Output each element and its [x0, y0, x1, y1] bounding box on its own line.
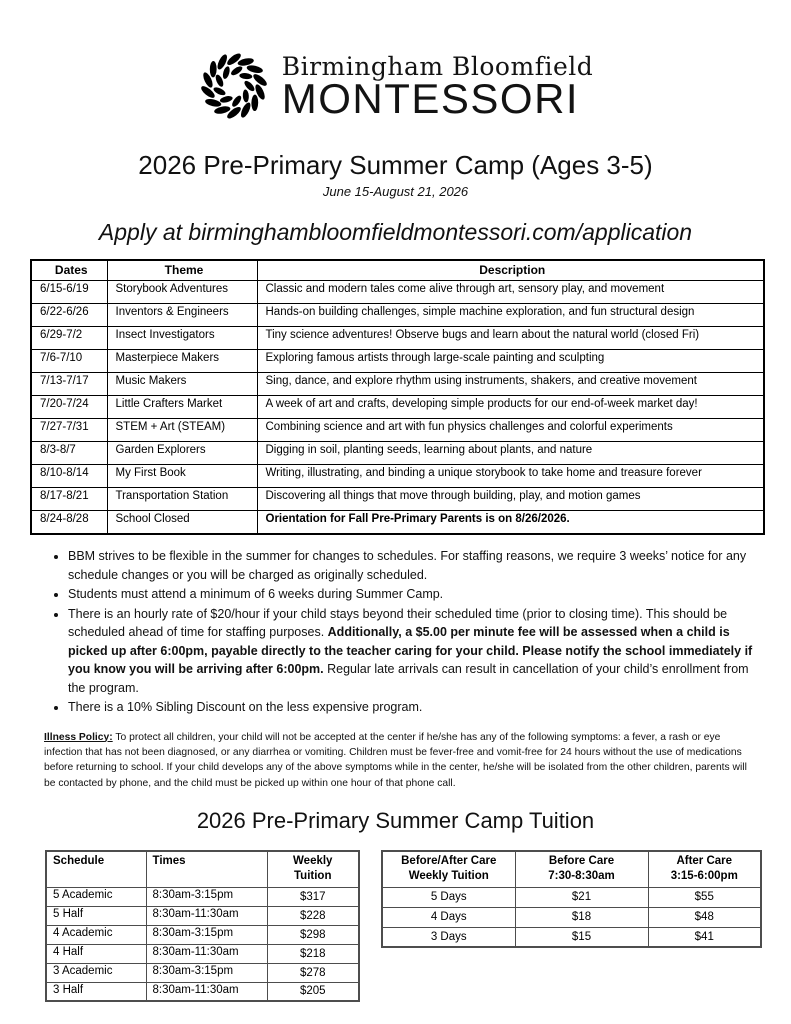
theme-cell: Insect Investigators	[107, 327, 257, 350]
note-text: BBM strives to be flexible in the summer for changes to schedules. For staffing reasons, we require 3 weeks’ notice for any schedule changes or you will be charged as originally scheduled.	[68, 549, 747, 582]
description-cell: Writing, illustrating, and binding a unique storybook to take home and treasure forever	[257, 465, 764, 488]
days-cell: 3 Days	[382, 927, 515, 947]
logo-montessori-wordmark: MONTESSORI	[281, 75, 580, 122]
table-row	[31, 304, 764, 327]
table-row	[31, 327, 764, 350]
schedule-cell: 3 Academic	[46, 963, 146, 982]
times-cell: 8:30am-11:30am	[146, 982, 267, 1001]
tuition-section-title: 2026 Pre-Primary Summer Camp Tuition	[196, 808, 595, 834]
times-cell: 8:30am-3:15pm	[146, 887, 267, 906]
theme-cell: Garden Explorers	[107, 442, 257, 465]
dates-cell: 8/17-8/21	[31, 488, 107, 511]
policy-notes-list	[46, 547, 757, 717]
before-care-cell: $21	[515, 887, 648, 907]
after-care-cell: $48	[648, 907, 761, 927]
header-line: Before/After Care	[401, 855, 497, 868]
header-line: Schedule	[53, 855, 105, 868]
note-text-bold: Additionally, a $5.00 per minute fee will be assessed when a child is picked up after 6:00pm, payable directly to the teacher caring for your child. Please notify the school immediately if you know you will be arriving after 6:00pm.	[68, 625, 753, 676]
note-late-pickup	[68, 605, 757, 698]
theme-cell: My First Book	[107, 465, 257, 488]
column-header-dates: Dates	[31, 260, 107, 281]
tuition-cell: $317	[267, 887, 359, 906]
table-row	[31, 350, 764, 373]
days-cell: 4 Days	[382, 907, 515, 927]
logo	[0, 0, 791, 122]
apply-url-line: Apply at birminghambloomfieldmontessori.com/application	[98, 219, 693, 245]
header-line: Times	[152, 855, 186, 868]
table-row	[31, 488, 764, 511]
description-cell: Digging in soil, planting seeds, learning about plants, and nature	[257, 442, 764, 465]
dates-cell: 8/3-8/7	[31, 442, 107, 465]
description-cell: Discovering all things that move through building, play, and motion games	[257, 488, 764, 511]
column-header-after-care	[648, 851, 761, 887]
header-line: Tuition	[294, 870, 332, 883]
tuition-cell: $298	[267, 925, 359, 944]
times-cell: 8:30am-3:15pm	[146, 925, 267, 944]
table-row	[46, 963, 359, 982]
dates-cell: 8/24-8/28	[31, 511, 107, 535]
column-header-before-care	[515, 851, 648, 887]
schedule-cell: 4 Academic	[46, 925, 146, 944]
tuition-cell: $228	[267, 906, 359, 925]
header-line: Weekly Tuition	[408, 870, 489, 883]
column-header-description: Description	[257, 260, 764, 281]
after-care-cell: $41	[648, 927, 761, 947]
note-text: Regular late arrivals can result in cancellation of your child’s enrollment from the program.	[68, 662, 749, 695]
table-row	[46, 925, 359, 944]
table-row	[31, 419, 764, 442]
description-cell: Classic and modern tales come alive through art, sensory play, and movement	[257, 281, 764, 304]
tuition-cell: $218	[267, 944, 359, 963]
dates-cell: 6/15-6/19	[31, 281, 107, 304]
care-header-row	[382, 851, 761, 887]
theme-cell: Storybook Adventures	[107, 281, 257, 304]
before-after-care-table	[381, 850, 762, 948]
days-cell: 5 Days	[382, 887, 515, 907]
weekly-tuition-table	[45, 850, 360, 1002]
table-row	[31, 373, 764, 396]
illness-policy-label: Illness Policy:	[44, 731, 113, 743]
page-title: 2026 Pre-Primary Summer Camp (Ages 3-5)	[138, 150, 653, 180]
wreath-logo-icon	[198, 50, 270, 122]
header-line: 3:15-6:00pm	[670, 870, 738, 883]
note-minimum-weeks	[68, 585, 757, 604]
camp-schedule-table	[30, 259, 765, 535]
dates-cell: 7/27-7/31	[31, 419, 107, 442]
theme-cell: Transportation Station	[107, 488, 257, 511]
table-row	[46, 887, 359, 906]
after-care-cell: $55	[648, 887, 761, 907]
table-row	[46, 906, 359, 925]
schedule-cell: 5 Academic	[46, 887, 146, 906]
tuition-cell: $278	[267, 963, 359, 982]
column-header-schedule	[46, 851, 146, 887]
note-text: Students must attend a minimum of 6 weeks during Summer Camp.	[68, 587, 444, 601]
header-line: Weekly	[293, 855, 333, 868]
before-care-cell: $18	[515, 907, 648, 927]
theme-cell: Music Makers	[107, 373, 257, 396]
orientation-note-cell: Orientation for Fall Pre-Primary Parents is on 8/26/2026.	[257, 511, 764, 535]
note-schedule-changes	[68, 547, 757, 584]
dates-cell: 6/22-6/26	[31, 304, 107, 327]
theme-cell: STEM + Art (STEAM)	[107, 419, 257, 442]
column-header-weekly-tuition	[267, 851, 359, 887]
table-row	[46, 982, 359, 1001]
illness-policy	[44, 730, 757, 792]
column-header-times	[146, 851, 267, 887]
times-cell: 8:30am-11:30am	[146, 906, 267, 925]
table-row	[31, 281, 764, 304]
note-text: There is a 10% Sibling Discount on the less expensive program.	[68, 700, 423, 714]
logo-text	[282, 52, 594, 120]
table-row	[382, 907, 761, 927]
logo-school-name: Birmingham Bloomfield	[281, 52, 594, 81]
schedule-cell: 3 Half	[46, 982, 146, 1001]
illness-policy-text: To protect all children, your child will not be accepted at the center if he/she has any of the following symptoms: a fever, a rash or eye infection that has not been diagnosed, or any diarrhea or vomiting. Children must be fever-free and vomit-free for 24 hours without the use of medications before returning to school. If your child develops any of the above symptoms while in the center, he/she will be isolated from the other children, parents will be contacted by phone, and the child must be picked up within one hour of that phone call.	[44, 731, 747, 789]
header-line: 7:30-8:30am	[548, 870, 615, 883]
table-row	[382, 927, 761, 947]
theme-cell: Inventors & Engineers	[107, 304, 257, 327]
schedule-header-row	[31, 260, 764, 281]
tuition-cell: $205	[267, 982, 359, 1001]
note-sibling-discount	[68, 698, 757, 717]
dates-cell: 6/29-7/2	[31, 327, 107, 350]
note-text: There is an hourly rate of $20/hour if your child stays beyond their scheduled time (prior to closing time). This should be scheduled ahead of time for staffing purposes.	[68, 606, 728, 639]
theme-cell: Masterpiece Makers	[107, 350, 257, 373]
description-cell: A week of art and crafts, developing simple products for our end-of-week market day!	[257, 396, 764, 419]
theme-cell: School Closed	[107, 511, 257, 535]
table-row	[31, 465, 764, 488]
schedule-cell: 4 Half	[46, 944, 146, 963]
camp-date-range: June 15-August 21, 2026	[322, 184, 469, 199]
table-row	[382, 887, 761, 907]
description-cell: Tiny science adventures! Observe bugs and learn about the natural world (closed Fri)	[257, 327, 764, 350]
table-row	[31, 511, 764, 535]
column-header-care-weekly-tuition	[382, 851, 515, 887]
dates-cell: 8/10-8/14	[31, 465, 107, 488]
header-line: Before Care	[548, 855, 615, 868]
tuition-header-row	[46, 851, 359, 887]
before-care-cell: $15	[515, 927, 648, 947]
schedule-cell: 5 Half	[46, 906, 146, 925]
column-header-theme: Theme	[107, 260, 257, 281]
times-cell: 8:30am-3:15pm	[146, 963, 267, 982]
description-cell: Sing, dance, and explore rhythm using instruments, shakers, and creative movement	[257, 373, 764, 396]
theme-cell: Little Crafters Market	[107, 396, 257, 419]
header-line: After Care	[676, 855, 733, 868]
dates-cell: 7/20-7/24	[31, 396, 107, 419]
description-cell: Hands-on building challenges, simple machine exploration, and fun structural design	[257, 304, 764, 327]
description-cell: Combining science and art with fun physics challenges and colorful experiments	[257, 419, 764, 442]
table-row	[31, 442, 764, 465]
dates-cell: 7/6-7/10	[31, 350, 107, 373]
table-row	[46, 944, 359, 963]
description-cell: Exploring famous artists through large-scale painting and sculpting	[257, 350, 764, 373]
times-cell: 8:30am-11:30am	[146, 944, 267, 963]
table-row	[31, 396, 764, 419]
tuition-tables	[45, 850, 791, 1002]
dates-cell: 7/13-7/17	[31, 373, 107, 396]
